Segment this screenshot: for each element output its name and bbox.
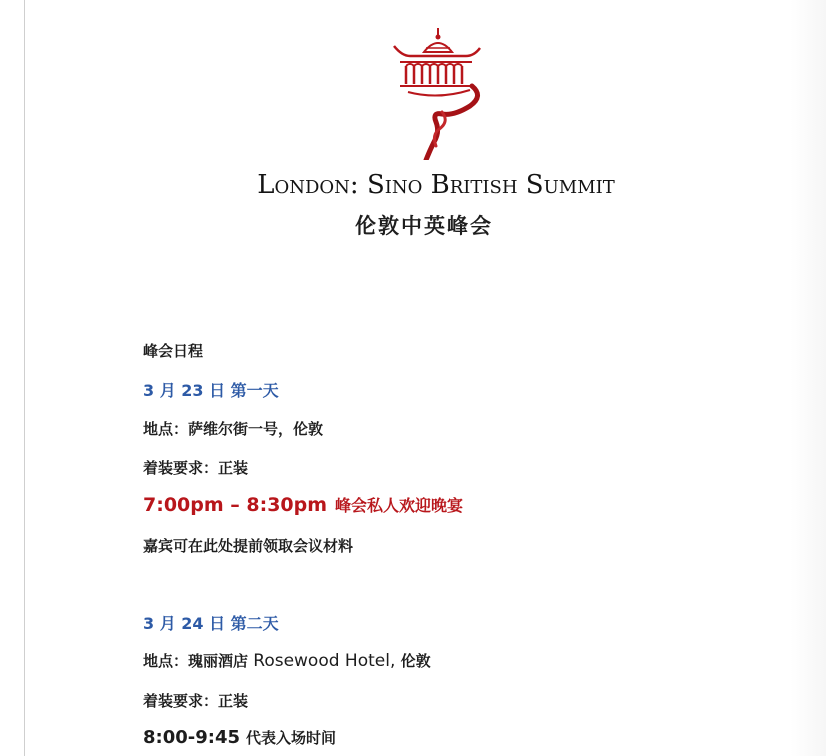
day1-location-value: 萨维尔街一号，伦敦 [188,420,324,438]
page-right-shadow [790,0,826,756]
schedule-heading: 峰会日程 [143,342,204,360]
summit-title-en: London: Sino British Summit [257,170,615,200]
pagoda-ribbon-logo-icon [388,26,484,160]
day1-date: 3 月 23 日 第一天 [143,381,279,400]
day2-location-city: 伦敦 [400,652,431,670]
day1-location [143,418,323,439]
day2-location-label: 地点： [143,652,189,670]
day2-dress-value: 正装 [218,692,249,710]
day2-location-en: Rosewood Hotel, [253,651,396,671]
day1-dress-label: 着装要求： [143,459,219,477]
day2-date: 3 月 24 日 第二天 [143,614,279,633]
day1-note: 嘉宾可在此处提前领取会议材料 [143,537,354,555]
day2-event-time: 8:00-9:45 [143,727,241,748]
day1-location-label: 地点： [143,420,189,438]
day1-event [143,493,463,516]
summit-title-zh: 伦敦中英峰会 [355,214,493,238]
day1-event-name: 峰会私人欢迎晚宴 [335,496,464,515]
day1-event-time: 7:00pm – 8:30pm [143,494,328,516]
day1-dress-value: 正装 [218,459,249,477]
day2-event [143,727,336,748]
day2-location [143,650,431,671]
day2-location-zh: 瑰丽酒店 [188,652,249,670]
day2-dress-code [143,690,248,711]
day2-dress-label: 着装要求： [143,692,219,710]
day2-event-name: 代表入场时间 [246,729,337,747]
day1-dress-code [143,457,248,478]
page-left-border [24,0,25,756]
